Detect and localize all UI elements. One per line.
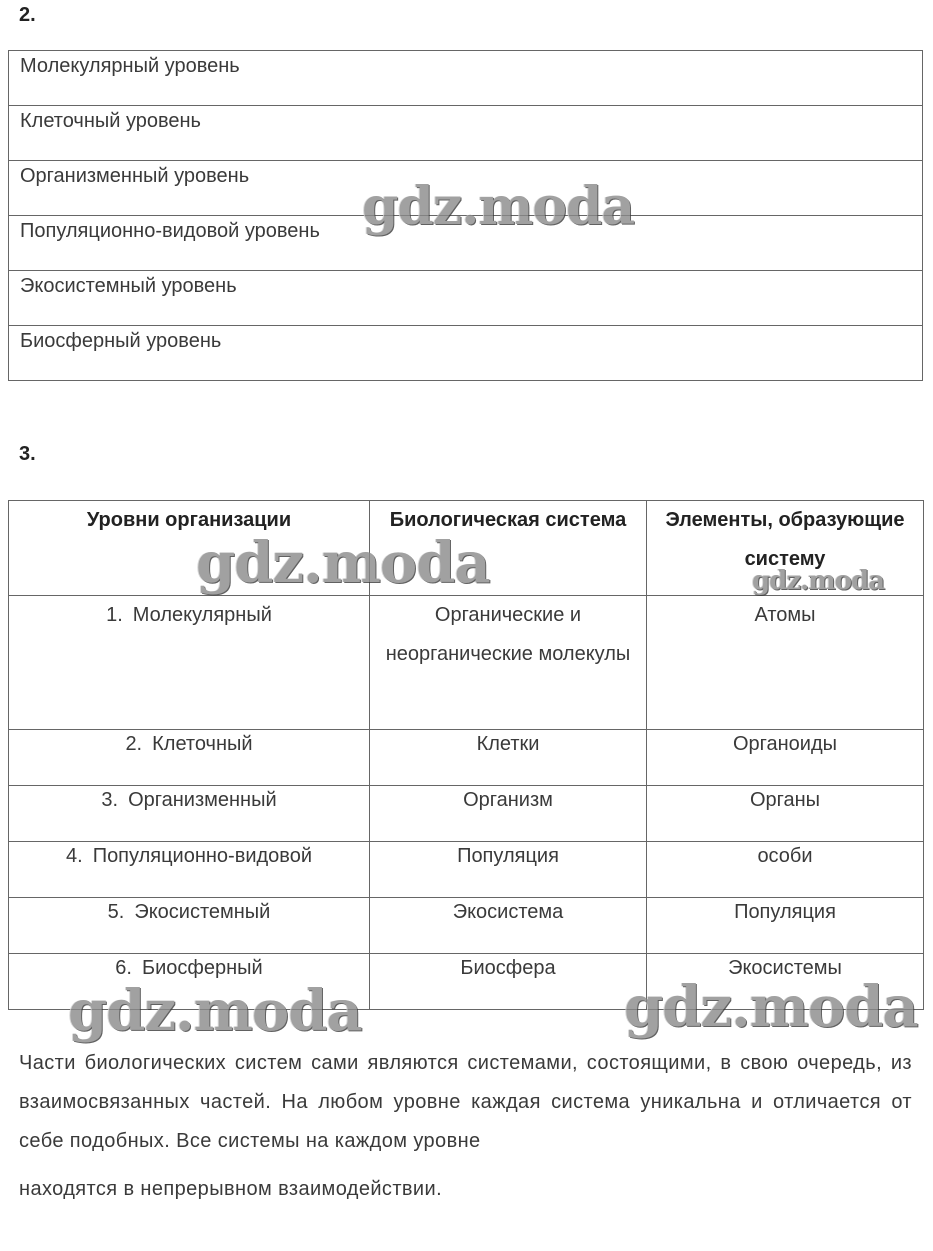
- level-cell: [9, 596, 370, 730]
- watermark: gdz.moda: [362, 176, 635, 237]
- watermark: gdz.moda: [196, 530, 490, 596]
- organization-table: [8, 500, 924, 1010]
- elements-cell: Органоиды: [647, 730, 924, 786]
- watermark: gdz.moda: [68, 978, 362, 1044]
- system-cell: Популяция: [370, 842, 647, 898]
- elements-cell: особи: [647, 842, 924, 898]
- elements-cell: Атомы: [647, 596, 924, 730]
- elements-cell: Экосистемы: [647, 954, 924, 1010]
- level-cell: [9, 842, 370, 898]
- task-2-number: 2.: [19, 4, 36, 26]
- table-row: [9, 326, 923, 381]
- elements-cell: Популяция: [647, 898, 924, 954]
- level-name: Биосферный: [141, 957, 263, 979]
- conclusion-paragraph: [19, 1044, 912, 1209]
- level-cell: [9, 786, 370, 842]
- level-cell: Популяционно-видовой уровень: [9, 216, 923, 271]
- table-row: [9, 898, 924, 954]
- level-cell: Организменный уровень: [9, 161, 923, 216]
- level-name: Клеточный: [152, 733, 253, 755]
- level-cell: Молекулярный уровень: [9, 51, 923, 106]
- level-name: Популяционно-видовой: [92, 845, 312, 867]
- watermark: gdz.moda: [752, 566, 885, 596]
- system-cell: Биосфера: [370, 954, 647, 1010]
- watermark: gdz.moda: [624, 974, 918, 1040]
- level-cell: Клеточный уровень: [9, 106, 923, 161]
- system-cell: Клетки: [370, 730, 647, 786]
- row-index: 2.: [125, 733, 143, 755]
- level-name: Экосистемный: [134, 901, 271, 923]
- level-name: Организменный: [128, 789, 277, 811]
- system-cell: Организм: [370, 786, 647, 842]
- levels-table: [8, 50, 923, 381]
- header-level: Уровни организации: [9, 501, 370, 596]
- level-cell: [9, 954, 370, 1010]
- table-row: [9, 786, 924, 842]
- table-row: [9, 954, 924, 1010]
- table-row: [9, 51, 923, 106]
- table-row: [9, 161, 923, 216]
- system-cell: Органические и неорганические молекулы: [370, 596, 647, 730]
- level-cell: Экосистемный уровень: [9, 271, 923, 326]
- level-cell: Биосферный уровень: [9, 326, 923, 381]
- level-cell: [9, 730, 370, 786]
- level-name: Молекулярный: [132, 604, 272, 626]
- table-row: [9, 271, 923, 326]
- table-header-row: [9, 501, 924, 596]
- header-elements: Элементы, образующие систему: [647, 501, 924, 596]
- table-row: [9, 106, 923, 161]
- table-row: [9, 730, 924, 786]
- system-cell: Экосистема: [370, 898, 647, 954]
- row-index: 5.: [107, 901, 125, 923]
- header-system: Биологическая система: [370, 501, 647, 596]
- row-index: 1.: [106, 604, 123, 626]
- table-row: [9, 216, 923, 271]
- table-row: [9, 596, 924, 730]
- paragraph-main: Части биологических систем сами являются системами, состоящими, в свою очередь, из взаимосвязанных частей. На любом уровне каждая система уникальна и отличается от себе подобных. Все системы на каждом уровне: [19, 1052, 912, 1152]
- row-index: 6.: [115, 957, 132, 979]
- level-cell: [9, 898, 370, 954]
- paragraph-last-line: находятся в непрерывном взаимодействии.: [19, 1178, 443, 1200]
- row-index: 3.: [101, 789, 119, 811]
- row-index: 4.: [66, 845, 83, 867]
- elements-cell: Органы: [647, 786, 924, 842]
- table-row: [9, 842, 924, 898]
- task-3-number: 3.: [19, 443, 36, 465]
